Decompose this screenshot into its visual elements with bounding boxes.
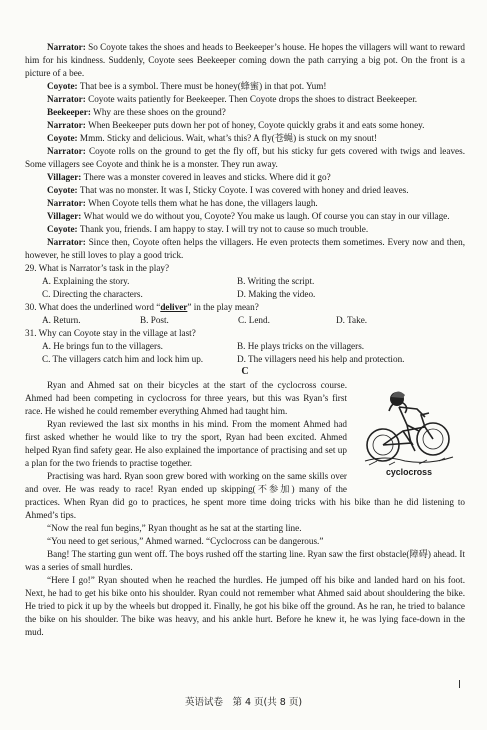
option-c[interactable]: C. Lend. <box>238 315 270 325</box>
page-footer: 英语试卷 第 4 页(共 8 页) <box>184 697 303 708</box>
speaker: Narrator: <box>47 94 89 104</box>
option-b[interactable]: B. Writing the script. <box>237 276 315 286</box>
passage-c <box>25 379 465 639</box>
option-a[interactable]: A. He brings fun to the villagers. <box>42 341 163 351</box>
line-text: Since then, Coyote often helps the villagers. He even protects them sometimes. Every now and then, however, he still loves to play a good trick. <box>25 237 465 260</box>
speaker: Villager: <box>47 211 84 221</box>
paragraph-2: Ryan reviewed the last six months in his mind. From the moment Ahmed had first asked whether he would like to try the sport, Ryan had been excited. Ahmed helped Ryan find safety gear. He also explained the importance of practising and set up a plan for the two friends to practise together. <box>25 419 347 468</box>
speaker: Narrator: <box>47 198 89 208</box>
line-5 <box>25 119 465 132</box>
speaker: Narrator: <box>47 120 89 130</box>
question-stem: 31. Why can Coyote stay in the village at last? <box>25 328 196 338</box>
play-script <box>25 41 465 262</box>
line-11 <box>25 210 465 223</box>
underlined-word: deliver <box>160 302 188 312</box>
line-13 <box>25 236 465 262</box>
line-text: What would we do without you, Coyote? You make us laugh. Of course you can stay in our village. <box>83 211 450 221</box>
option-a[interactable]: A. Return. <box>42 315 81 325</box>
line-text: When Beekeeper puts down her pot of honey, Coyote quickly grabs it and eats some honey. <box>88 120 425 130</box>
question-30 <box>25 301 465 327</box>
speaker: Coyote: <box>47 224 80 234</box>
line-9 <box>25 184 465 197</box>
line-10 <box>25 197 465 210</box>
options <box>25 340 465 366</box>
option-a[interactable]: A. Explaining the story. <box>42 276 130 286</box>
line-text: That bee is a symbol. There must be honey(蜂蜜) in that pot. Yum! <box>79 81 327 91</box>
figure-caption: cyclocross <box>386 467 432 477</box>
line-12 <box>25 223 465 236</box>
question-stem: 29. What is Narrator’s task in the play? <box>25 263 170 273</box>
paragraph-6: Bang! The starting gun went off. The boys rushed off the starting line. Ryan saw the first obstacle(障碍) ahead. It was a series of small hurdles. <box>25 549 465 572</box>
options <box>25 275 465 301</box>
question-29 <box>25 262 465 301</box>
option-b[interactable]: B. Post. <box>140 315 169 325</box>
speaker: Narrator: <box>47 237 89 247</box>
paragraph-5: “You need to get serious,” Ahmed warned. “Cyclocross can be dangerous.” <box>47 536 324 546</box>
line-6 <box>25 132 465 145</box>
line-text: So Coyote takes the shoes and heads to Beekeeper’s house. He hopes the villagers will want to reward him for his kindness. Suddenly, Coyote sees Beekeeper coming down the path carrying a big pot. On the front is a picture of a bee. <box>25 42 465 78</box>
paragraph-1: Ryan and Ahmed sat on their bicycles at the start of the cyclocross course. Ahmed had been competing in cyclocross for three years, but this was Ryan’s first race. He wished he could remember everything Ahmed had taught him. <box>25 380 347 416</box>
line-text: That was no monster. It was I, Sticky Coyote. I was covered with honey and dried leaves. <box>79 185 409 195</box>
line-2 <box>25 80 465 93</box>
option-b[interactable]: B. He plays tricks on the villagers. <box>237 341 365 351</box>
paragraph-3: Practising was hard. Ryan soon grew bored with working on the same skills over and over. He was ready to race! Ryan ended up skipping(不参加) many of the practices. When Ryan did go to practices, he spent more time doing tricks with his bike than he did listening to Ahmed’s tips. <box>25 471 465 520</box>
line-7 <box>25 145 465 171</box>
line-4 <box>25 106 465 119</box>
paragraph-4: “Now the real fun begins,” Ryan thought as he sat at the starting line. <box>47 523 302 533</box>
speaker: Villager: <box>47 172 84 182</box>
line-text: When Coyote tells them what he has done, the villagers laugh. <box>88 198 318 208</box>
line-text: Mmm. Sticky and delicious. Wait, what’s this? A fly(苍蝇) is stuck on my snout! <box>79 133 378 143</box>
cyclist-illustration-icon <box>359 381 459 469</box>
option-c[interactable]: C. The villagers catch him and lock him up. <box>42 354 204 364</box>
options <box>25 314 465 327</box>
line-8 <box>25 171 465 184</box>
line-text: Coyote waits patiently for Beekeeper. Then Coyote drops the shoes to distract Beekeeper. <box>88 94 418 104</box>
line-text: Why are these shoes on the ground? <box>93 107 226 117</box>
line-text: Thank you, friends. I am happy to stay. I will try not to cause so much trouble. <box>79 224 369 234</box>
line-1 <box>25 41 465 80</box>
cyclocross-figure <box>353 381 465 485</box>
speaker: Coyote: <box>47 133 80 143</box>
paragraph-7: “Here I go!” Ryan shouted when he reached the hurdles. He jumped off his bike and landed hard on his foot. Next, he had to get his bike onto his shoulder. Ryan could not remember what Ahmed said about shouldering the bike. He tried to pick it up by the wheels but dropped it. Finally, he got his bike off the ground. As he ran, he tried to balance the bike on his shoulder. The bike was heavy, and his ankle hurt. Before he knew it, he was lying face-down in the mud. <box>25 575 465 637</box>
speaker: Narrator: <box>47 42 89 52</box>
margin-mark <box>459 680 460 688</box>
speaker: Beekeeper: <box>47 107 94 117</box>
speaker: Narrator: <box>47 146 89 156</box>
question-31 <box>25 327 465 366</box>
option-d[interactable]: D. Take. <box>336 315 368 325</box>
option-d[interactable]: D. The villagers need his help and protection. <box>237 354 405 364</box>
question-stem: 30. What does the underlined word “deliver” in the play mean? <box>25 302 259 312</box>
option-d[interactable]: D. Making the video. <box>237 289 316 299</box>
line-text: Coyote rolls on the ground to get the fly off, but his sticky fur gets covered with twigs and leaves. Some villagers see Coyote and think he is a monster. They run away. <box>25 146 465 169</box>
line-text: There was a monster covered in leaves and sticks. Where did it go? <box>83 172 331 182</box>
section-letter: C <box>241 366 249 377</box>
line-3 <box>25 93 465 106</box>
option-c[interactable]: C. Directing the characters. <box>42 289 143 299</box>
speaker: Coyote: <box>47 81 80 91</box>
speaker: Coyote: <box>47 185 80 195</box>
